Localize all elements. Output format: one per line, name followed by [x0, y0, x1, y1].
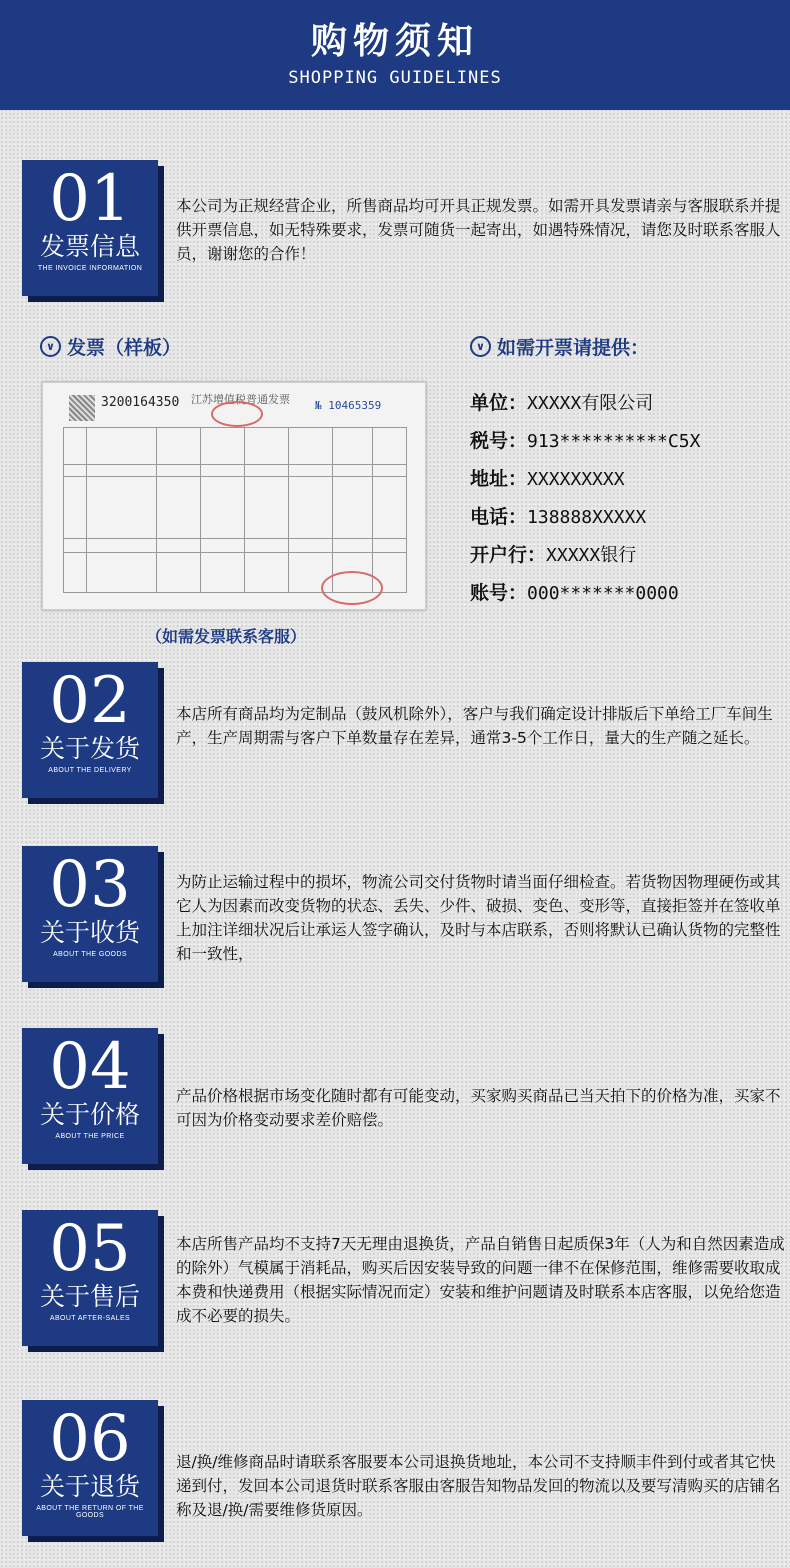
- section-number: 04: [49, 1030, 131, 1104]
- section-badge-05: [22, 1210, 158, 1346]
- info-row-tax: 税号：913**********C5X: [470, 430, 701, 452]
- section-text-04: 产品价格根据市场变化随时都有可能变动，买家购买商品已当天拍下的价格为准，买家不可因为价格变动要求差价赔偿。: [176, 1087, 781, 1129]
- invoice-caption: （如需发票联系客服）: [146, 627, 307, 646]
- section-title: 关于退货: [39, 1472, 140, 1501]
- section-number: 02: [49, 664, 131, 738]
- section-number: 01: [49, 162, 131, 236]
- qr-code-icon: [69, 395, 95, 421]
- section-number: 05: [49, 1212, 131, 1286]
- section-text-05: 本店所售产品均不支持7天无理由退换货，产品自销售日起质保3年（人为和自然因素造成的除外）气模属于消耗品，购买后因安装导致的问题一律不在保修范围，维修需要收取成本费和快递费用（根据实际情况而定）安装和维护问题请及时联系本店客服，以免给您造成不必要的损失。: [176, 1235, 785, 1325]
- section-title-en: ABOUT THE PRICE: [55, 1133, 125, 1140]
- section-badge-04: [22, 1028, 158, 1164]
- provide-heading-label: 如需开票请提供：: [497, 337, 650, 359]
- section-number: 03: [49, 848, 131, 922]
- section-text-01: 本公司为正规经营企业，所售商品均可开具正规发票。如需开具发票请亲与客服联系并提供开票信息，如无特殊要求，发票可随货一起寄出，如遇特殊情况，请您及时联系客服人员，谢谢您的合作！: [176, 197, 781, 263]
- page-title: 购物须知: [310, 21, 479, 62]
- section-badge-01: [22, 160, 158, 296]
- section-text-03: 为防止运输过程中的损坏，物流公司交付货物时请当面仔细检查。若货物因物理硬伤或其它人为因素而改变货物的状态、丢失、少件、破损、变色、变形等，直接拒签并在签收单上加注详细状况后让承运人签字确认，及时与本店联系，否则将默认已确认货物的完整性和一致性，: [176, 873, 781, 963]
- section-text-02: 本店所有商品均为定制品（鼓风机除外），客户与我们确定设计排版后下单给工厂车间生产，生产周期需与客户下单数量存在差异，通常3-5个工作日，量大的生产随之延长。: [176, 705, 773, 747]
- section-title-en: ABOUT THE GOODS: [53, 951, 127, 958]
- section-title: 关于发货: [39, 734, 140, 763]
- invoice-seal: [321, 571, 383, 605]
- invoice-table: [63, 427, 407, 593]
- section-title-en: ABOUT AFTER-SALES: [49, 1315, 131, 1322]
- section-title: 关于价格: [39, 1100, 140, 1129]
- invoice-code: 3200164350: [101, 395, 180, 410]
- info-row-unit: 单位：XXXXX有限公司: [470, 392, 654, 414]
- invoice-sample-title: 江苏增值税普通发票: [191, 393, 290, 406]
- section-title: 关于售后: [39, 1282, 140, 1311]
- provide-heading: [470, 333, 649, 360]
- invoice-heading-label: 发票（样板）: [67, 337, 182, 359]
- invoice-sample-image: [42, 382, 426, 610]
- section-title-en: ABOUT THE DELIVERY: [48, 767, 132, 774]
- section-title-en: ABOUT THE RETURN OF THE GOODS: [36, 1505, 144, 1519]
- chevron-down-circle-icon: ∨: [470, 336, 491, 357]
- section-badge-03: [22, 846, 158, 982]
- invoice-heading: [40, 333, 181, 360]
- section-title: 关于收货: [39, 918, 140, 947]
- page-subtitle: SHOPPING GUIDELINES: [288, 68, 502, 88]
- section-number: 06: [49, 1402, 131, 1476]
- section-badge-02: [22, 662, 158, 798]
- info-row-account: 账号：000*******0000: [470, 582, 679, 604]
- info-row-phone: 电话：138888XXXXX: [470, 506, 647, 528]
- chevron-down-circle-icon: ∨: [40, 336, 61, 357]
- invoice-stamp: [211, 401, 263, 427]
- info-row-bank: 开户行：XXXXX银行: [470, 544, 637, 566]
- section-title: 发票信息: [39, 232, 140, 261]
- invoice-number: № 10465359: [315, 399, 382, 412]
- page-header: [0, 0, 790, 110]
- section-text-06: 退/换/维修商品时请联系客服要本公司退换货地址，本公司不支持顺丰件到付或者其它快递到付，发回本公司退货时联系客服由客服告知物品发回的物流以及要写清购买的店铺名称及退/换/需要维修货原因。: [176, 1453, 781, 1519]
- section-title-en: THE INVOICE INFORMATION: [37, 265, 143, 272]
- section-badge-06: [22, 1400, 158, 1536]
- info-row-address: 地址：XXXXXXXXX: [470, 468, 625, 490]
